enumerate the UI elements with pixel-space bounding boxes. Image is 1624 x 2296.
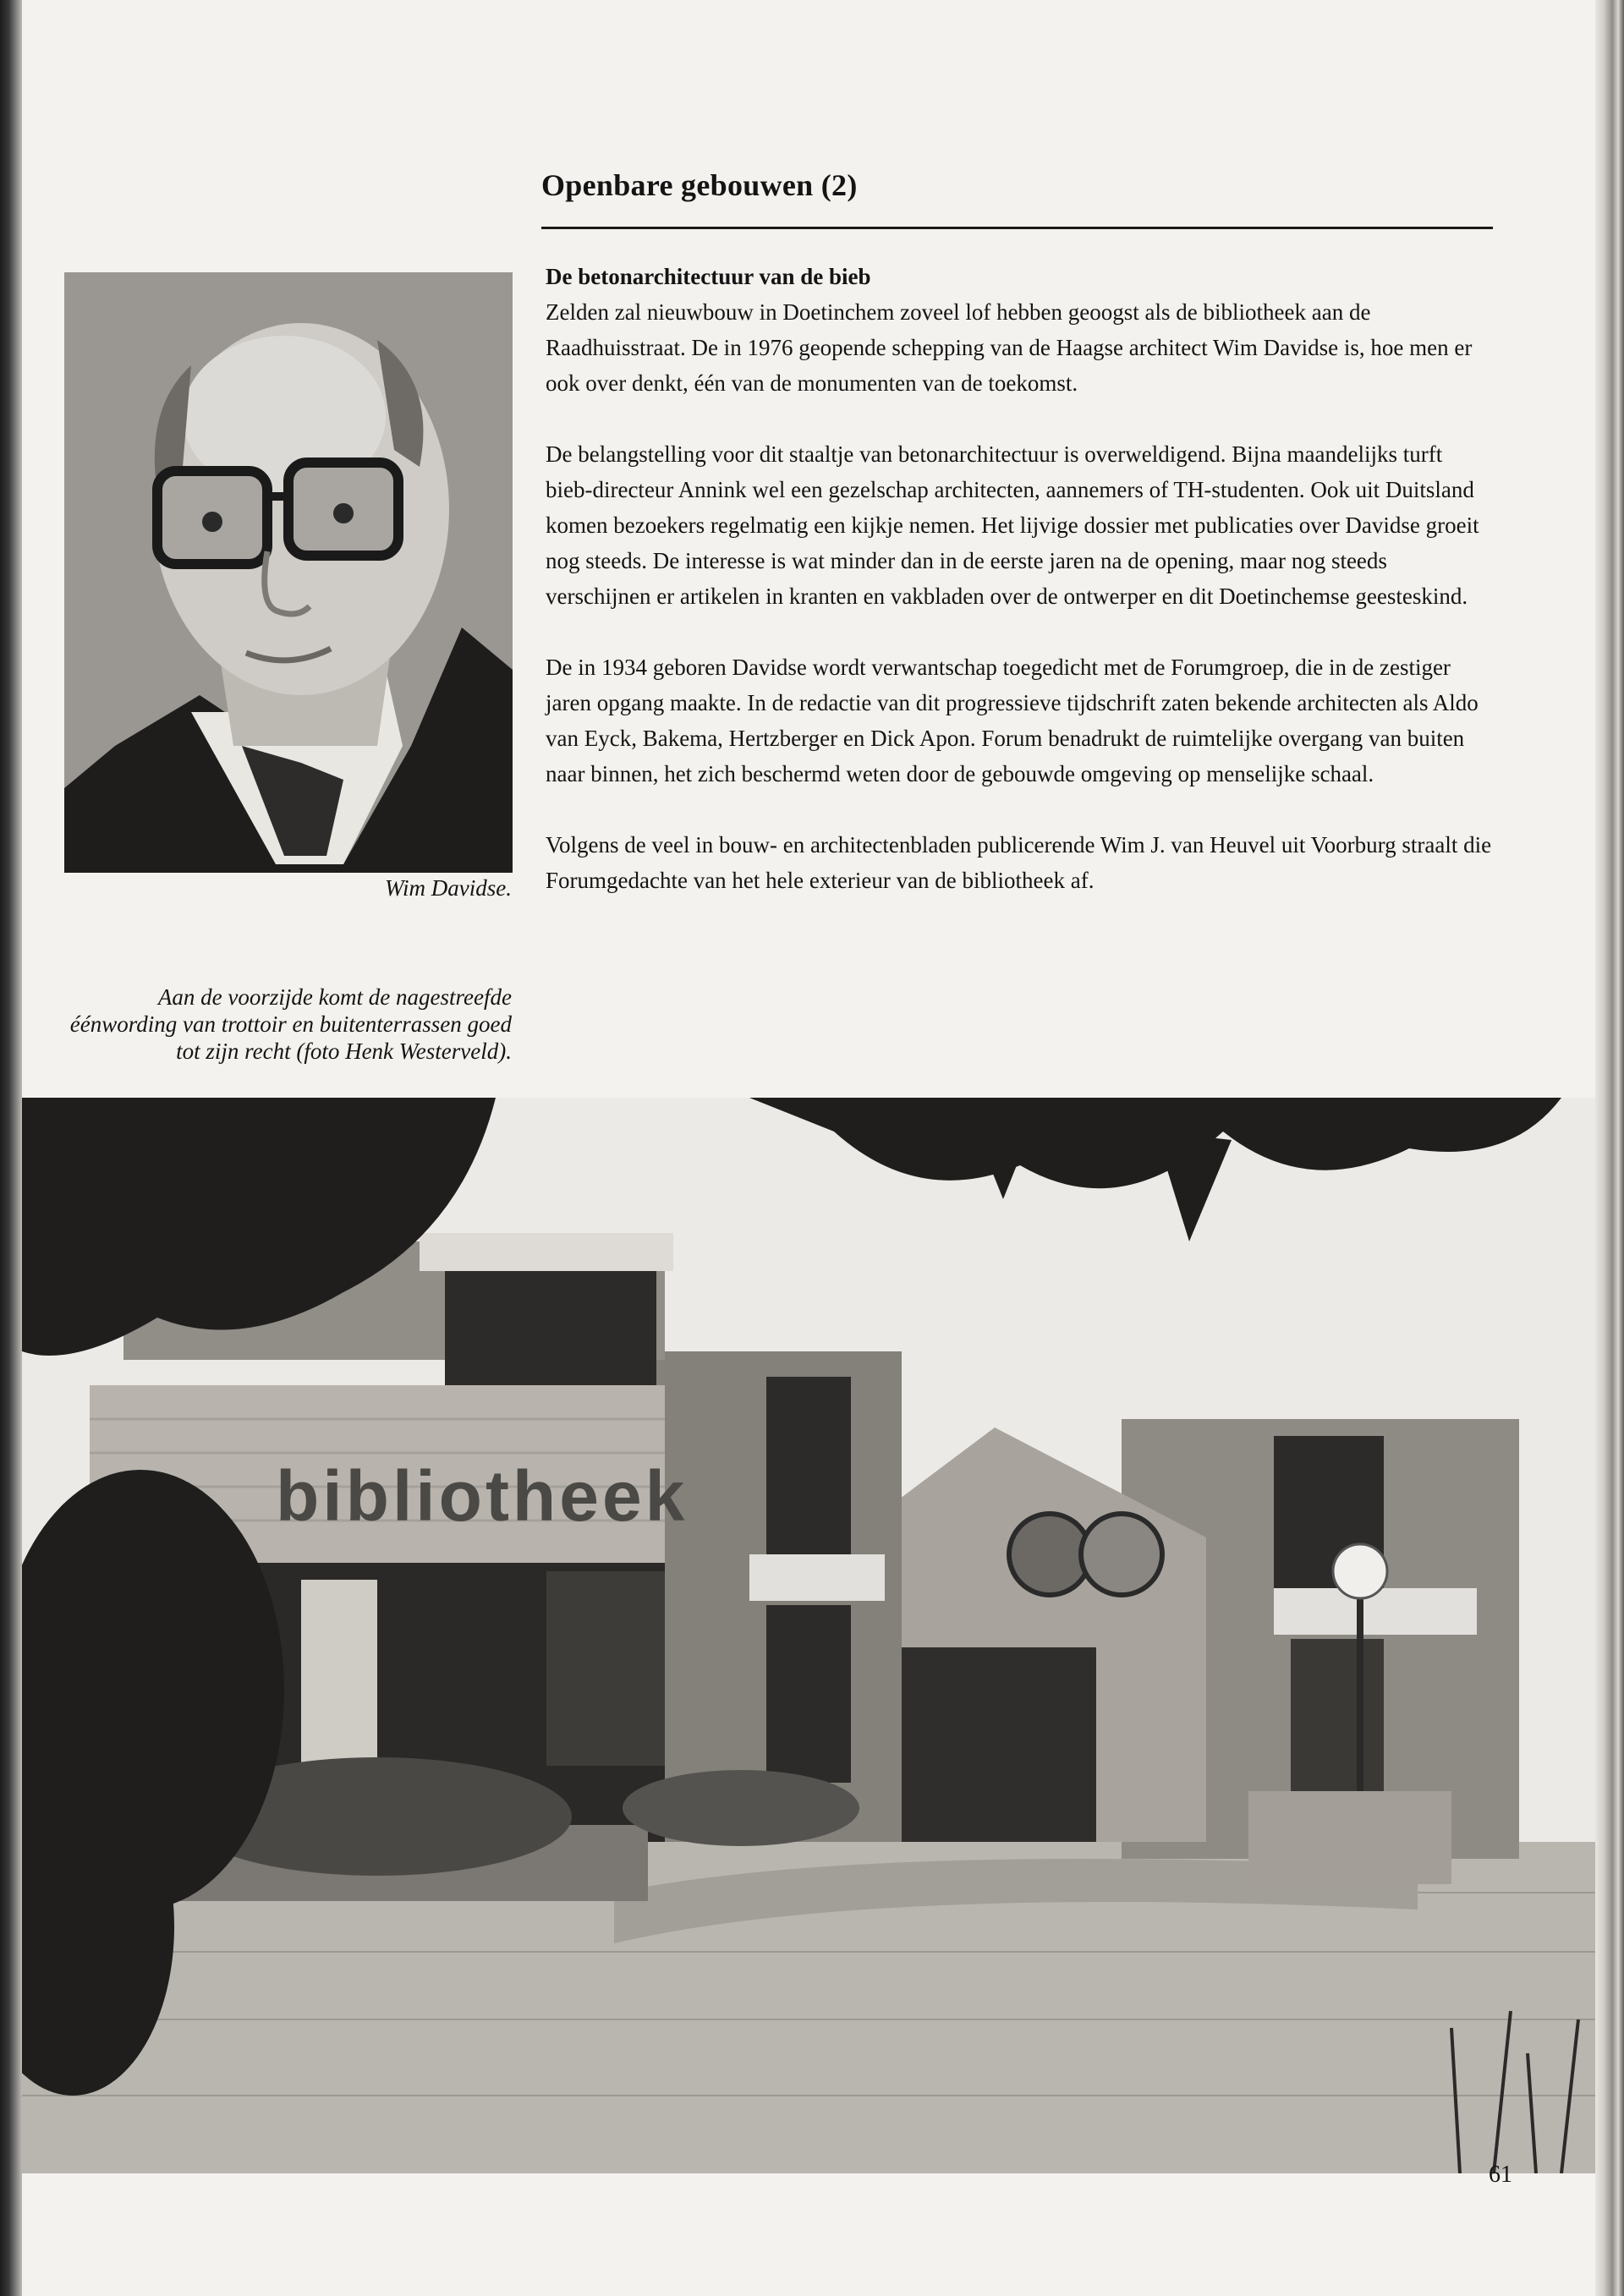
- library-photo: [22, 1098, 1595, 2173]
- library-building-illustration: [22, 1098, 1595, 2173]
- page-number: 61: [1489, 2162, 1512, 2188]
- portrait-photo: [64, 272, 513, 873]
- page-title: Openbare gebouwen (2): [541, 168, 858, 202]
- article-paragraph: De belangstelling voor dit staaltje van betonarchitectuur is overweldigend. Bijna maandelijks turft bieb-directeur Annink wel een gezelschap architecten, aannemers of TH-studenten. Ook uit Duitsland komen bezoekers regelmatig een kijkje nemen. Het lijvige dossier met publicaties over Davidse groeit nog steeds. De interesse is wat minder dan in de eerste jaren na de opening, maar nog steeds verschijnen er artikelen in kranten en vakbladen over de ontwerper en dit Doetinchemse geesteskind.: [546, 441, 1479, 609]
- article-paragraph: De in 1934 geboren Davidse wordt verwantschap toegedicht met de Forumgroep, die in de zestiger jaren opgang maakte. In de redactie van dit progressieve tijdschrift zaten bekende architecten als Aldo van Eyck, Bakema, Hertzberger en Dick Apon. Forum benadrukt de ruimtelijke overgang van buiten naar binnen, het zich beschermd weten door de gebouwde omgeving op menselijke schaal.: [546, 655, 1479, 786]
- portrait-caption: Wim Davidse.: [385, 875, 512, 901]
- page-edges: [1595, 0, 1624, 2296]
- article-paragraph: Volgens de veel in bouw- en architectenbladen publicerende Wim J. van Heuvel uit Voorburg straalt die Forumgedachte van het hele exterieur van de bibliotheek af.: [546, 832, 1492, 893]
- building-sign: bibliotheek: [276, 1456, 689, 1536]
- title-rule: [541, 227, 1493, 229]
- article-body: [546, 259, 1493, 934]
- portrait-illustration: [64, 272, 513, 873]
- article-subheading: De betonarchitectuur van de bieb: [546, 264, 871, 289]
- photo-caption: Aan de voorzijde komt de nagestreefde éénwording van trottoir en buitenterrassen goed tot zijn recht (foto Henk Westerveld).: [69, 984, 512, 1064]
- article-paragraph: Zelden zal nieuwbouw in Doetinchem zoveel lof hebben geoogst als de bibliotheek aan de Raadhuisstraat. De in 1976 geopende schepping van de Haagse architect Wim Davidse is, hoe men er ook over denkt, één van de monumenten van de toekomst.: [546, 299, 1473, 396]
- book-spine-shadow: [0, 0, 22, 2296]
